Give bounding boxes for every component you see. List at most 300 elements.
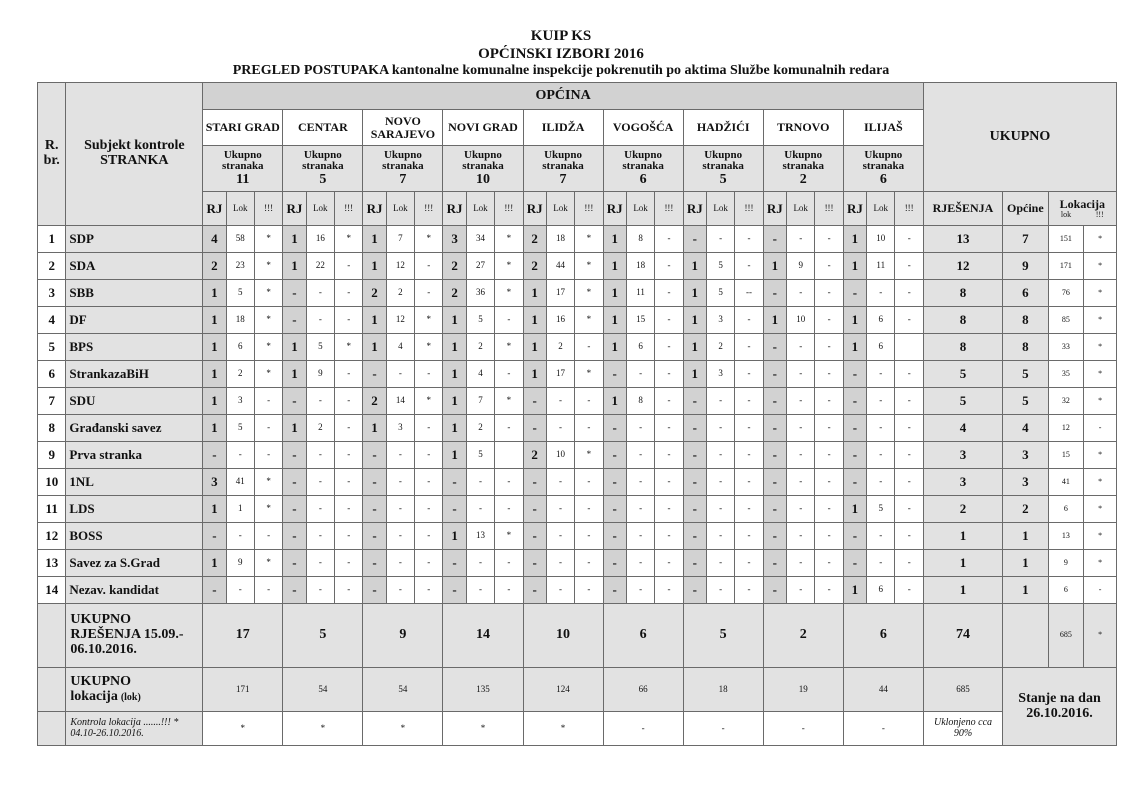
rj-value: - bbox=[763, 226, 786, 253]
lok-value: - bbox=[546, 496, 574, 523]
rj-value: - bbox=[283, 388, 306, 415]
lok-value: - bbox=[386, 523, 414, 550]
lok-value: 1 bbox=[226, 496, 254, 523]
party-name: 1NL bbox=[66, 469, 203, 496]
rj-value: 1 bbox=[283, 253, 306, 280]
rj-value: 1 bbox=[603, 280, 626, 307]
row-number: 14 bbox=[38, 577, 66, 604]
lokacija-header bbox=[1048, 192, 1116, 226]
lok-value: - bbox=[306, 496, 334, 523]
total-opcine: 5 bbox=[1003, 361, 1049, 388]
lok-value: 4 bbox=[466, 361, 494, 388]
excl-value: - bbox=[895, 361, 924, 388]
rj-value: - bbox=[683, 550, 706, 577]
excl-value: - bbox=[815, 253, 843, 280]
lok-value: 6 bbox=[626, 334, 654, 361]
lok-value: - bbox=[706, 550, 734, 577]
excl-value: - bbox=[815, 226, 843, 253]
rj-value: - bbox=[603, 577, 626, 604]
excl-value: * bbox=[415, 388, 443, 415]
municipality-locations: 124 bbox=[523, 668, 603, 712]
rj-value: 1 bbox=[523, 334, 546, 361]
lok-value: 34 bbox=[466, 226, 494, 253]
total-rjesenja-municipality: 9 bbox=[363, 604, 443, 668]
excl-value: - bbox=[415, 496, 443, 523]
total-excl: * bbox=[1084, 280, 1117, 307]
rj-value: 1 bbox=[443, 415, 466, 442]
rj-value: - bbox=[283, 523, 306, 550]
rj-value: - bbox=[683, 226, 706, 253]
lok-value: 3 bbox=[706, 361, 734, 388]
municipality-party-count bbox=[843, 146, 923, 192]
total-rjesenja: 1 bbox=[923, 577, 1002, 604]
total-opcine: 1 bbox=[1003, 523, 1049, 550]
rj-value: - bbox=[843, 280, 866, 307]
lok-value: - bbox=[626, 361, 654, 388]
locations-label-suffix: (lok) bbox=[120, 691, 141, 703]
excl-value: - bbox=[415, 442, 443, 469]
excl-value: - bbox=[335, 307, 363, 334]
total-opcine: 1 bbox=[1003, 550, 1049, 577]
excl-value: - bbox=[655, 253, 683, 280]
control-value: - bbox=[843, 712, 923, 746]
rj-value: - bbox=[843, 415, 866, 442]
total-rjesenja: 4 bbox=[923, 415, 1002, 442]
ukupno-header: UKUPNO bbox=[923, 83, 1116, 192]
lok-value: 8 bbox=[626, 226, 654, 253]
lok-value: 12 bbox=[386, 307, 414, 334]
excl-value: * bbox=[335, 334, 363, 361]
excl-value: - bbox=[735, 253, 763, 280]
excl-value: - bbox=[815, 388, 843, 415]
excl-value: - bbox=[815, 577, 843, 604]
rj-value: 1 bbox=[283, 415, 306, 442]
lok-value: - bbox=[546, 550, 574, 577]
lok-value: 15 bbox=[626, 307, 654, 334]
ukupno-stranaka-label: Ukupno stranaka bbox=[462, 148, 504, 173]
rj-value: 1 bbox=[843, 253, 866, 280]
excl-value: * bbox=[575, 442, 603, 469]
rj-value: 1 bbox=[603, 334, 626, 361]
lok-value: - bbox=[626, 469, 654, 496]
party-name: Nezav. kandidat bbox=[66, 577, 203, 604]
lok-value: - bbox=[386, 442, 414, 469]
total-rjesenja: 5 bbox=[923, 361, 1002, 388]
excl-value: * bbox=[495, 280, 523, 307]
rj-value: 1 bbox=[363, 307, 386, 334]
lok-value: 17 bbox=[546, 361, 574, 388]
excl-value: - bbox=[575, 469, 603, 496]
lok-value: 22 bbox=[306, 253, 334, 280]
lok-value: 6 bbox=[867, 307, 895, 334]
total-lokacija: 35 bbox=[1048, 361, 1083, 388]
total-rjesenja-municipality: 6 bbox=[603, 604, 683, 668]
lok-value: - bbox=[626, 442, 654, 469]
total-rjesenja-municipality: 14 bbox=[443, 604, 523, 668]
rj-value: 1 bbox=[203, 496, 226, 523]
subject-header: Subjekt kontrole STRANKA bbox=[66, 83, 203, 226]
total-lokacija: 151 bbox=[1048, 226, 1083, 253]
lok-value: - bbox=[706, 469, 734, 496]
rj-value: 1 bbox=[603, 307, 626, 334]
municipality-locations: 171 bbox=[203, 668, 283, 712]
total-excl: * bbox=[1084, 361, 1117, 388]
control-value: - bbox=[683, 712, 763, 746]
excl-value: - bbox=[895, 253, 924, 280]
lok-value: - bbox=[386, 550, 414, 577]
lok-value: - bbox=[466, 469, 494, 496]
lok-value: - bbox=[546, 469, 574, 496]
excl-value: - bbox=[575, 577, 603, 604]
rj-value: 1 bbox=[603, 226, 626, 253]
excl-value: - bbox=[335, 415, 363, 442]
excl-value: * bbox=[254, 469, 282, 496]
total-opcine: 6 bbox=[1003, 280, 1049, 307]
lok-value: - bbox=[626, 523, 654, 550]
lok-value: 12 bbox=[386, 253, 414, 280]
report-title: KUIP KS bbox=[530, 28, 592, 44]
municipality-party-count bbox=[363, 146, 443, 192]
total-lokacija: 76 bbox=[1048, 280, 1083, 307]
excl-header: !!! bbox=[895, 192, 924, 226]
lok-value: 2 bbox=[706, 334, 734, 361]
lok-value: 5 bbox=[706, 253, 734, 280]
lok-value: - bbox=[787, 280, 815, 307]
rj-value: - bbox=[763, 280, 786, 307]
excl-value: - bbox=[415, 550, 443, 577]
excl-value: - bbox=[495, 550, 523, 577]
lok-sub-label: lok bbox=[1060, 209, 1072, 219]
excl-value: - bbox=[254, 388, 282, 415]
rj-value: - bbox=[603, 523, 626, 550]
rj-value: - bbox=[523, 523, 546, 550]
rj-value: 1 bbox=[443, 307, 466, 334]
excl-value: - bbox=[415, 415, 443, 442]
rj-value: - bbox=[523, 388, 546, 415]
excl-value: - bbox=[335, 469, 363, 496]
total-excl: - bbox=[1084, 415, 1117, 442]
rj-value: 1 bbox=[843, 307, 866, 334]
lok-value: - bbox=[787, 469, 815, 496]
lok-value: 2 bbox=[466, 415, 494, 442]
total-lokacija: 41 bbox=[1048, 469, 1083, 496]
party-count: 6 bbox=[639, 171, 647, 187]
rj-value: - bbox=[763, 469, 786, 496]
excl-value: - bbox=[895, 388, 924, 415]
rj-value: 1 bbox=[443, 361, 466, 388]
excl-value: * bbox=[254, 496, 282, 523]
excl-value: - bbox=[895, 226, 924, 253]
row-number: 3 bbox=[38, 280, 66, 307]
lok-value: - bbox=[706, 577, 734, 604]
party-name: DF bbox=[66, 307, 203, 334]
excl-value: - bbox=[895, 550, 924, 577]
excl-value: - bbox=[815, 415, 843, 442]
excl-value: - bbox=[495, 307, 523, 334]
excl-value: - bbox=[335, 253, 363, 280]
lok-value: - bbox=[226, 577, 254, 604]
lokacija-label: Lokacija bbox=[1059, 197, 1105, 211]
excl-value: - bbox=[575, 334, 603, 361]
total-rjesenja: 3 bbox=[923, 469, 1002, 496]
excl-value: - bbox=[735, 469, 763, 496]
lok-value: 5 bbox=[226, 415, 254, 442]
excl-value: * bbox=[495, 253, 523, 280]
lok-value: - bbox=[546, 415, 574, 442]
control-spacer bbox=[38, 712, 66, 746]
rj-value: - bbox=[363, 577, 386, 604]
lok-value: - bbox=[787, 496, 815, 523]
rj-value: - bbox=[523, 496, 546, 523]
municipality-party-count bbox=[203, 146, 283, 192]
excl-value: - bbox=[655, 388, 683, 415]
party-name: SDP bbox=[66, 226, 203, 253]
excl-value: - bbox=[655, 415, 683, 442]
municipality-party-count bbox=[683, 146, 763, 192]
row-number: 1 bbox=[38, 226, 66, 253]
lok-value: 2 bbox=[546, 334, 574, 361]
ukupno-stranaka-label: Ukupno stranaka bbox=[782, 148, 824, 173]
lok-value: 58 bbox=[226, 226, 254, 253]
rj-value: 1 bbox=[523, 280, 546, 307]
rj-value: 1 bbox=[683, 334, 706, 361]
excl-value: - bbox=[655, 442, 683, 469]
lok-value: 17 bbox=[546, 280, 574, 307]
rj-value: - bbox=[283, 577, 306, 604]
lok-value: - bbox=[386, 361, 414, 388]
lok-value: - bbox=[867, 469, 895, 496]
party-name: StrankazaBiH bbox=[66, 361, 203, 388]
rj-value: 1 bbox=[603, 388, 626, 415]
rj-value: 1 bbox=[203, 334, 226, 361]
rj-value: 2 bbox=[523, 253, 546, 280]
excl-value: - bbox=[815, 361, 843, 388]
party-name: Građanski savez bbox=[66, 415, 203, 442]
total-rjesenja: 8 bbox=[923, 280, 1002, 307]
lok-value: - bbox=[706, 415, 734, 442]
total-rjesenja-municipality: 10 bbox=[523, 604, 603, 668]
total-rjesenja: 8 bbox=[923, 334, 1002, 361]
excl-value: * bbox=[575, 253, 603, 280]
rj-value: - bbox=[603, 496, 626, 523]
lok-value: - bbox=[787, 388, 815, 415]
rj-value: - bbox=[843, 550, 866, 577]
lok-value: - bbox=[867, 523, 895, 550]
rj-value: 1 bbox=[443, 388, 466, 415]
municipality-party-count bbox=[443, 146, 523, 192]
party-count: 5 bbox=[319, 171, 327, 187]
party-count: 5 bbox=[719, 171, 727, 187]
lok-value: - bbox=[867, 442, 895, 469]
rj-value: - bbox=[363, 442, 386, 469]
rj-value: 1 bbox=[363, 334, 386, 361]
excl-header: !!! bbox=[254, 192, 282, 226]
excl-value: - bbox=[655, 496, 683, 523]
lok-value: - bbox=[626, 415, 654, 442]
rj-value: 1 bbox=[283, 361, 306, 388]
total-rjesenja: 13 bbox=[923, 226, 1002, 253]
total-rjesenja-municipality: 5 bbox=[683, 604, 763, 668]
row-number: 5 bbox=[38, 334, 66, 361]
lok-value: - bbox=[466, 577, 494, 604]
party-count: 10 bbox=[475, 171, 490, 187]
excl-value: - bbox=[895, 442, 924, 469]
rj-value: - bbox=[603, 550, 626, 577]
ukupno-stranaka-label: Ukupno stranaka bbox=[862, 148, 905, 173]
rj-value: 1 bbox=[683, 361, 706, 388]
rj-value: 1 bbox=[203, 280, 226, 307]
excl-value: - bbox=[815, 307, 843, 334]
lok-value: 6 bbox=[867, 577, 895, 604]
party-count: 7 bbox=[559, 171, 567, 187]
total-opcine: 8 bbox=[1003, 307, 1049, 334]
lok-value: - bbox=[386, 577, 414, 604]
lok-value: - bbox=[226, 442, 254, 469]
rj-value: - bbox=[603, 415, 626, 442]
rj-value: - bbox=[603, 361, 626, 388]
excl-value: * bbox=[254, 280, 282, 307]
excl-value: - bbox=[655, 469, 683, 496]
municipality-locations: 44 bbox=[843, 668, 923, 712]
lok-value: - bbox=[867, 388, 895, 415]
excl-value: - bbox=[895, 307, 924, 334]
lok-value: 41 bbox=[226, 469, 254, 496]
rj-value: - bbox=[843, 523, 866, 550]
total-rjesenja-municipality: 17 bbox=[203, 604, 283, 668]
excl-value: - bbox=[735, 523, 763, 550]
excl-value: * bbox=[254, 307, 282, 334]
municipality-name: STARI GRAD bbox=[203, 110, 283, 146]
excl-value: * bbox=[254, 334, 282, 361]
rj-value: - bbox=[523, 469, 546, 496]
excl-value: -- bbox=[735, 280, 763, 307]
lok-header: Lok bbox=[466, 192, 494, 226]
rj-value: - bbox=[363, 469, 386, 496]
inspection-table bbox=[37, 82, 1117, 746]
total-opcine: 5 bbox=[1003, 388, 1049, 415]
excl-value: - bbox=[655, 334, 683, 361]
total-rjesenja: 8 bbox=[923, 307, 1002, 334]
municipality-party-count bbox=[283, 146, 363, 192]
excl-value: - bbox=[895, 280, 924, 307]
row-number: 7 bbox=[38, 388, 66, 415]
lok-value: - bbox=[626, 577, 654, 604]
party-count: 7 bbox=[399, 171, 407, 187]
excl-value: - bbox=[335, 577, 363, 604]
excl-value: - bbox=[415, 523, 443, 550]
lok-value: - bbox=[546, 523, 574, 550]
excl-value: - bbox=[655, 307, 683, 334]
rj-value: - bbox=[283, 550, 306, 577]
municipality-locations: 135 bbox=[443, 668, 523, 712]
excl-value: - bbox=[335, 523, 363, 550]
excl-value: - bbox=[335, 550, 363, 577]
row-number: 13 bbox=[38, 550, 66, 577]
lok-value: - bbox=[466, 496, 494, 523]
lok-value: - bbox=[386, 469, 414, 496]
rj-value: 1 bbox=[283, 226, 306, 253]
total-rjesenja-municipality: 2 bbox=[763, 604, 843, 668]
total-lokacija: 9 bbox=[1048, 550, 1083, 577]
opcine-header: Općine bbox=[1003, 192, 1049, 226]
lok-value: - bbox=[787, 577, 815, 604]
ukupno-stranaka-label: Ukupno stranaka bbox=[302, 148, 344, 173]
rj-value: 1 bbox=[843, 226, 866, 253]
excl-value: - bbox=[415, 253, 443, 280]
municipality-name: TRNOVO bbox=[763, 110, 843, 146]
rj-value: - bbox=[763, 361, 786, 388]
total-lokacija: 12 bbox=[1048, 415, 1083, 442]
lok-value: - bbox=[466, 550, 494, 577]
excl-value: * bbox=[495, 523, 523, 550]
rj-value: - bbox=[203, 577, 226, 604]
lok-value: 6 bbox=[867, 334, 895, 361]
lok-value: 11 bbox=[626, 280, 654, 307]
rbr-header: R. br. bbox=[38, 83, 66, 226]
rj-value: - bbox=[443, 469, 466, 496]
lok-header: Lok bbox=[386, 192, 414, 226]
lok-value: - bbox=[867, 361, 895, 388]
excl-value: - bbox=[575, 415, 603, 442]
total-excl: * bbox=[1084, 496, 1117, 523]
rj-value: 1 bbox=[603, 253, 626, 280]
lok-value: - bbox=[306, 469, 334, 496]
total-lokacija: 15 bbox=[1048, 442, 1083, 469]
rj-value: 3 bbox=[203, 469, 226, 496]
totals-spacer bbox=[38, 604, 66, 668]
rj-value: - bbox=[283, 442, 306, 469]
rj-value: 2 bbox=[363, 388, 386, 415]
grand-total-lokacija: 685 bbox=[1048, 604, 1083, 668]
total-lokacija: 33 bbox=[1048, 334, 1083, 361]
municipality-locations: 66 bbox=[603, 668, 683, 712]
lok-value: - bbox=[787, 442, 815, 469]
lok-value: - bbox=[867, 550, 895, 577]
total-excl: * bbox=[1084, 442, 1117, 469]
party-name: SDU bbox=[66, 388, 203, 415]
lok-value: 9 bbox=[226, 550, 254, 577]
party-count: 11 bbox=[236, 171, 250, 187]
rj-value: - bbox=[363, 361, 386, 388]
excl-value: - bbox=[895, 577, 924, 604]
rj-value: - bbox=[443, 550, 466, 577]
total-opcine: 2 bbox=[1003, 496, 1049, 523]
municipality-party-count bbox=[603, 146, 683, 192]
rj-value: 1 bbox=[763, 307, 786, 334]
total-excl: * bbox=[1084, 550, 1117, 577]
lok-value: - bbox=[867, 415, 895, 442]
total-rjesenja: 3 bbox=[923, 442, 1002, 469]
excl-value: - bbox=[655, 361, 683, 388]
lok-value: - bbox=[306, 388, 334, 415]
rj-value: 1 bbox=[363, 415, 386, 442]
locations-label-text: UKUPNO lokacija bbox=[70, 673, 132, 704]
rj-value: - bbox=[363, 496, 386, 523]
lok-value: 9 bbox=[787, 253, 815, 280]
rj-header: RJ bbox=[363, 192, 386, 226]
rj-value: 1 bbox=[363, 226, 386, 253]
control-value: - bbox=[603, 712, 683, 746]
row-number: 11 bbox=[38, 496, 66, 523]
row-number: 12 bbox=[38, 523, 66, 550]
excl-value: - bbox=[254, 442, 282, 469]
rj-value: - bbox=[203, 442, 226, 469]
municipality-locations: 54 bbox=[283, 668, 363, 712]
total-opcine: 9 bbox=[1003, 253, 1049, 280]
totals-opcine-empty bbox=[1003, 604, 1049, 668]
excl-value: * bbox=[254, 226, 282, 253]
rj-value: - bbox=[763, 550, 786, 577]
